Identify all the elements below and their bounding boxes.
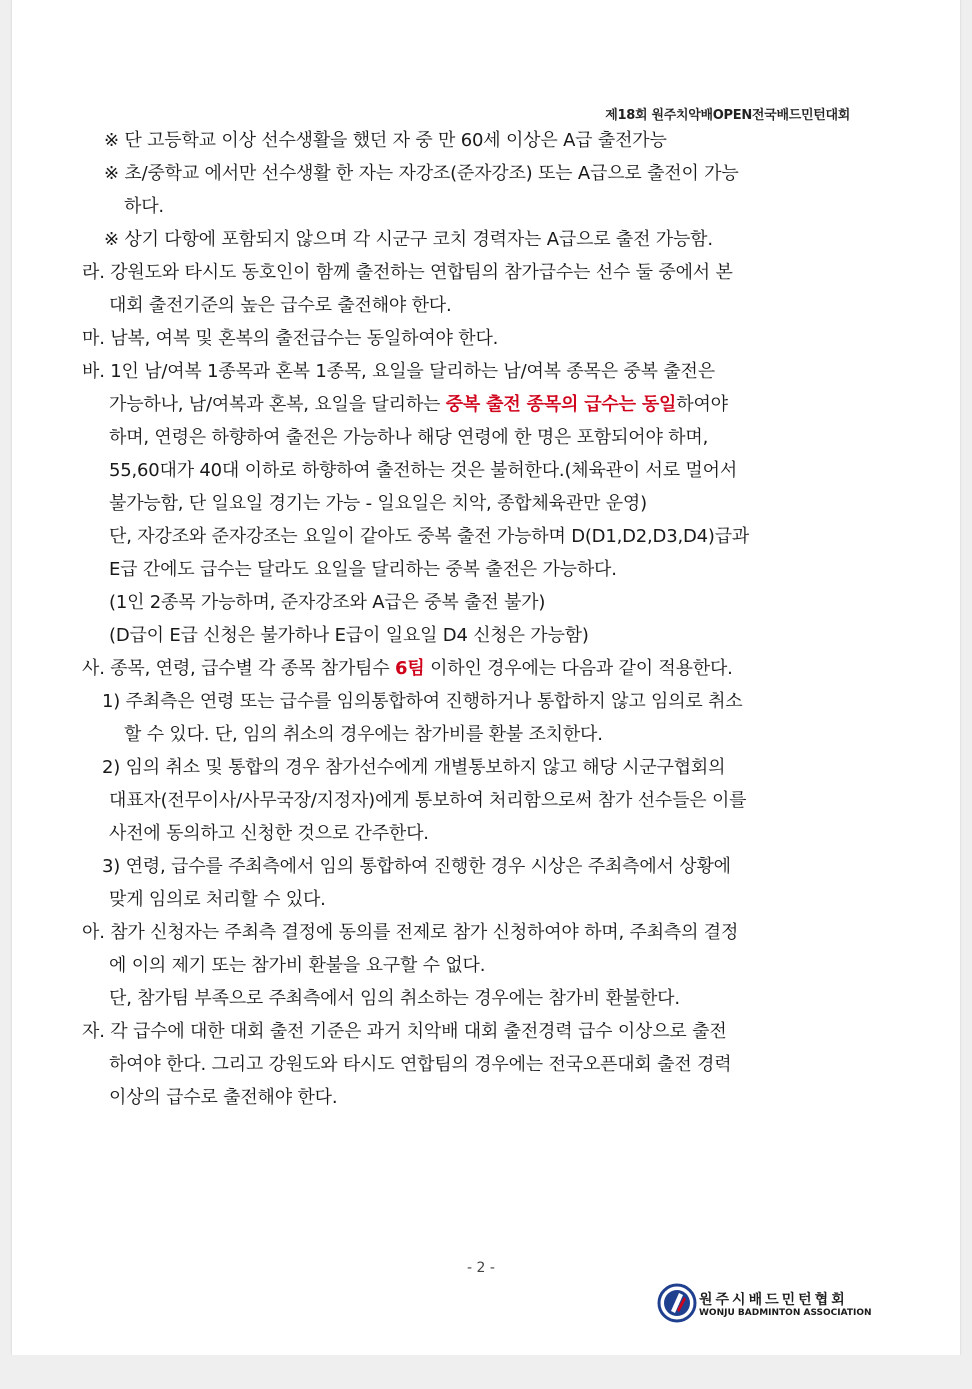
association-name-english: WONJU BADMINTON ASSOCIATION [699, 1308, 872, 1318]
text-line: ※ 단 고등학교 이상 선수생활을 했던 자 중 만 60세 이상은 A급 출전가능 [104, 130, 667, 151]
text-line: 1) 주최측은 연령 또는 급수를 임의통합하여 진행하거나 통합하지 않고 임의로 취소 [102, 691, 743, 712]
text-line: 55,60대가 40대 이하로 하향하여 출전하는 것은 불허한다.(체육관이 서로 멀어서 [109, 460, 738, 481]
page-number: - 2 - [467, 1260, 495, 1276]
text-line: 대표자(전무이사/사무국장/지정자)에게 통보하여 처리함으로써 참가 선수들은 이를 [109, 790, 747, 811]
text-line: 바. 1인 남/여복 1종목과 혼복 1종목, 요일을 달리하는 남/여복 종목은 중복 출전은 [82, 361, 715, 382]
document-header: 제18회 원주치악배OPEN전국배드민턴대회 [605, 108, 850, 123]
text-segment: 이하인 경우에는 다음과 같이 적용한다. [424, 658, 733, 679]
text-line: ※ 초/중학교 에서만 선수생활 한 자는 자강조(준자강조) 또는 A급으로 출전이 가능 [104, 163, 739, 184]
text-line [109, 388, 728, 421]
text-line: 자. 각 급수에 대한 대회 출전 기준은 과거 치악배 대회 출전경력 급수 이상으로 출전 [82, 1021, 727, 1042]
association-logo [657, 1283, 877, 1333]
text-segment: 사. 종목, 연령, 급수별 각 종목 참가팀수 [82, 658, 396, 679]
text-line: 사전에 동의하고 신청한 것으로 간주한다. [109, 823, 429, 844]
text-line: 하며, 연령은 하향하여 출전은 가능하나 해당 연령에 한 명은 포함되어야 하며, [109, 427, 709, 448]
text-line: 하여야 한다. 그리고 강원도와 타시도 연합팀의 경우에는 전국오픈대회 출전 경력 [109, 1054, 732, 1075]
shuttlecock-emblem-icon [657, 1283, 697, 1323]
text-line: 단, 자강조와 준자강조는 요일이 같아도 중복 출전 가능하며 D(D1,D2,D3,D4)급과 [109, 526, 750, 547]
text-line: 하다. [124, 196, 164, 217]
text-line: 할 수 있다. 단, 임의 취소의 경우에는 참가비를 환불 조치한다. [124, 724, 603, 745]
text-line: 맞게 임의로 처리할 수 있다. [109, 889, 326, 910]
text-segment: 가능하나, 남/여복과 혼복, 요일을 달리하는 [109, 394, 446, 415]
document-page [12, 0, 960, 1355]
text-line: 이상의 급수로 출전해야 한다. [109, 1087, 338, 1108]
text-line: (D급이 E급 신청은 불가하나 E급이 일요일 D4 신청은 가능함) [109, 625, 589, 646]
text-line: 2) 임의 취소 및 통합의 경우 참가선수에게 개별통보하지 않고 해당 시군구협회의 [102, 757, 726, 778]
highlighted-text: 6팀 [395, 658, 425, 679]
text-line: 대회 출전기준의 높은 급수로 출전해야 한다. [109, 295, 452, 316]
text-line [82, 652, 733, 685]
text-line: 마. 남복, 여복 및 혼복의 출전급수는 동일하여야 한다. [82, 328, 499, 349]
text-line: 아. 참가 신청자는 주최측 결정에 동의를 전제로 참가 신청하여야 하며, 주최측의 결정 [82, 922, 739, 943]
text-line: ※ 상기 다항에 포함되지 않으며 각 시군구 코치 경력자는 A급으로 출전 가능함. [104, 229, 713, 250]
text-line: 3) 연령, 급수를 주최측에서 임의 통합하여 진행한 경우 시상은 주최측에서 상황에 [102, 856, 731, 877]
text-line: E급 간에도 급수는 달라도 요일을 달리하는 중복 출전은 가능하다. [109, 559, 617, 580]
text-line: 에 이의 제기 또는 참가비 환불을 요구할 수 없다. [109, 955, 486, 976]
highlighted-text: 중복 출전 종목의 급수는 동일 [445, 394, 677, 415]
text-line: 라. 강원도와 타시도 동호인이 함께 출전하는 연합팀의 참가급수는 선수 둘 중에서 본 [82, 262, 733, 283]
association-name-korean: 원주시배드민턴협회 [699, 1292, 848, 1308]
text-line: (1인 2종목 가능하며, 준자강조와 A급은 중복 출전 불가) [109, 592, 546, 613]
text-segment: 하여야 [676, 394, 728, 415]
text-line: 단, 참가팀 부족으로 주최측에서 임의 취소하는 경우에는 참가비 환불한다. [109, 988, 680, 1009]
viewer-bottom-bar [0, 1355, 972, 1389]
text-line: 불가능함, 단 일요일 경기는 가능 - 일요일은 치악, 종합체육관만 운영) [109, 493, 647, 514]
